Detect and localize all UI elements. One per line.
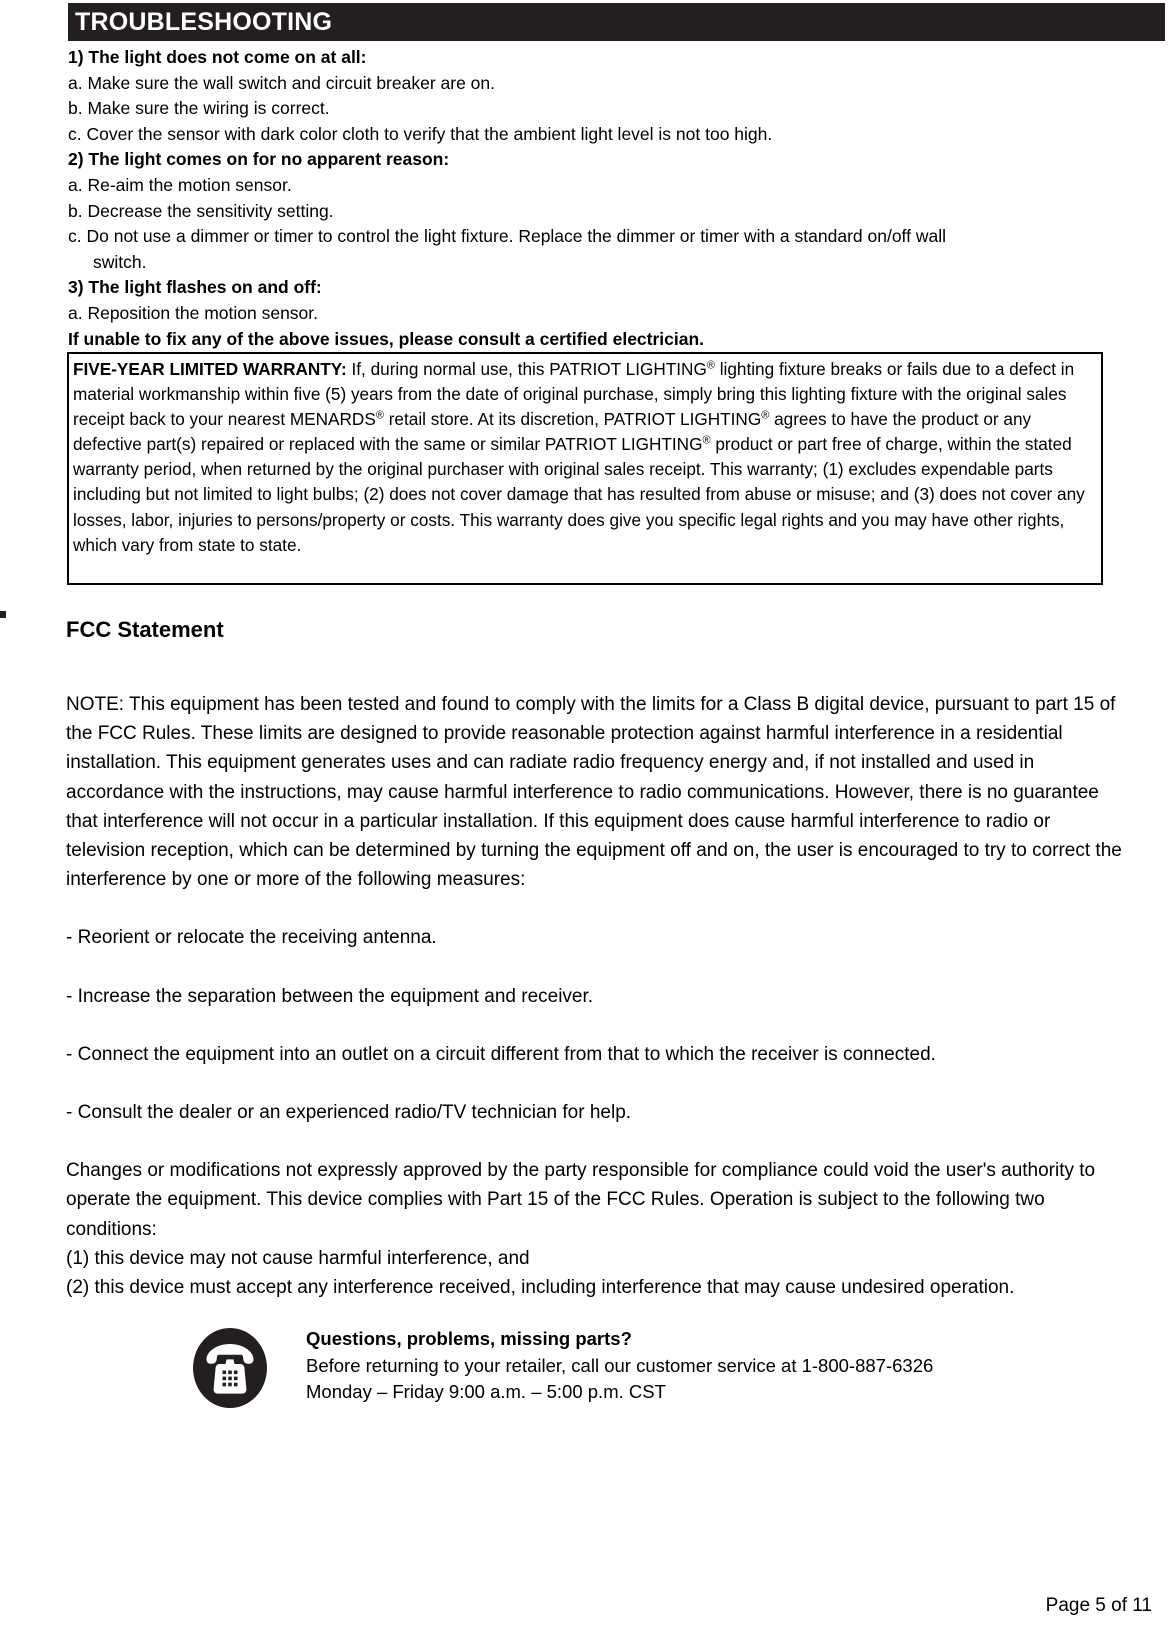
customer-service-block (193, 1325, 933, 1408)
registered-mark-icon: ® (706, 359, 715, 372)
troubleshooting-item: b. Make sure the wiring is correct. (68, 98, 330, 119)
registered-mark-icon: ® (761, 409, 770, 422)
fcc-measure-item: - Increase the separation between the equipment and receiver. (66, 985, 594, 1007)
troubleshooting-item: 1) The light does not come on at all: (68, 47, 367, 67)
troubleshooting-item-continuation: switch. (93, 251, 147, 272)
section-header-troubleshooting (68, 3, 1165, 41)
troubleshooting-item: 3) The light flashes on and off: (68, 277, 322, 298)
section-header-title: TROUBLESHOOTING (75, 7, 333, 36)
fcc-condition-item: (1) this device may not cause harmful interference, and (66, 1247, 530, 1269)
fcc-measure-item: - Connect the equipment into an outlet on a circuit different from that to which the receiver is connected. (66, 1043, 936, 1065)
customer-service-phone-line: Before returning to your retailer, call our customer service at 1-800-887-6326 (306, 1354, 934, 1376)
troubleshooting-footnote: If unable to fix any of the above issues, please consult a certified electrician. (68, 328, 705, 349)
telephone-icon (193, 1328, 267, 1408)
warranty-body-3: retail store. At its discretion, PATRIOT LIGHTING (383, 409, 762, 430)
spacer (66, 1011, 1126, 1040)
spacer (66, 1069, 1126, 1098)
troubleshooting-item: a. Re-aim the motion sensor. (68, 174, 292, 195)
spacer (66, 953, 1126, 982)
page-number-footer: Page 5 of 11 (1045, 1595, 1152, 1616)
registered-mark-icon: ® (702, 434, 711, 447)
warranty-text (73, 357, 1101, 558)
troubleshooting-item: b. Decrease the sensitivity setting. (68, 200, 334, 221)
troubleshooting-item: c. Cover the sensor with dark color cloth to verify that the ambient light level is not too high. (68, 123, 773, 144)
troubleshooting-item: a. Reposition the motion sensor. (68, 302, 319, 323)
fcc-condition-item: (2) this device must accept any interference received, including interference that may cause undesired operation. (66, 1277, 1015, 1299)
spacer (66, 1127, 1126, 1156)
fcc-note-paragraph: NOTE: This equipment has been tested and found to comply with the limits for a Class B digital device, pursuant to part 15 of the FCC Rules. These limits are designed to provide reasonable protection against harmful interference in a residential installation. This equipment generates uses and can radiate radio frequency energy and, if not installed and used in accordance with the instructions, may cause harmful interference to radio communications. However, there is no guarantee that interference will not occur in a particular installation. If this equipment does cause harmful interference to radio or television reception, which can be determined by turning the equipment off and on, the user is encouraged to try to correct the interference by one or more of the following measures: (66, 694, 1122, 891)
warranty-body-2: lighting fixture breaks or fails due to a defect in material workmanship within five (5) years from the date of original purchase, simply bring this lighting fixture with the original sales receipt back to your nearest MENARDS (73, 359, 1079, 430)
registered-mark-icon: ® (375, 409, 384, 422)
troubleshooting-item: c. Do not use a dimmer or timer to control the light fixture. Replace the dimmer or timer with a standard on/off wall (68, 226, 946, 247)
troubleshooting-item: 2) The light comes on for no apparent reason: (68, 149, 450, 170)
troubleshooting-item: a. Make sure the wall switch and circuit breaker are on. (68, 72, 495, 93)
warranty-body-4: agrees to have the product or any defective part(s) repaired or replaced with the same or similar PATRIOT LIGHTING (73, 409, 1036, 455)
fcc-statement-heading: FCC Statement (66, 617, 224, 642)
fcc-measure-item: - Reorient or relocate the receiving antenna. (66, 927, 437, 949)
fcc-changes-paragraph: Changes or modifications not expressly approved by the party responsible for compliance could void the user's authority to operate the equipment. This device complies with Part 15 of the FCC Rules. Operation is subject to the following two conditions: (66, 1160, 1096, 1240)
margin-tick-mark (0, 611, 6, 618)
customer-service-heading: Questions, problems, missing parts? (306, 1328, 632, 1349)
troubleshooting-list (68, 45, 1148, 352)
warranty-title: FIVE-YEAR LIMITED WARRANTY: (73, 359, 347, 379)
customer-service-text (306, 1325, 933, 1406)
fcc-measure-item: - Consult the dealer or an experienced radio/TV technician for help. (66, 1102, 632, 1124)
warranty-body-5: product or part free of charge, within the stated warranty period, when returned by the original purchaser with original sales receipt. This warranty; (1) excludes expendable parts including but not limited to light bulbs; (2) does not cover damage that has resulted from abuse or misuse; and (3) does not cover any losses, labor, injuries to persons/property or costs. This warranty does give you specific legal rights and you may have other rights, which vary from state to state. (73, 434, 1090, 555)
spacer (66, 894, 1126, 923)
warranty-box (67, 352, 1103, 585)
fcc-statement-body (66, 690, 1126, 1302)
warranty-body-1: If, during normal use, this PATRIOT LIGHTING (346, 359, 707, 379)
customer-service-hours-line: Monday – Friday 9:00 a.m. – 5:00 p.m. CST (306, 1381, 666, 1402)
